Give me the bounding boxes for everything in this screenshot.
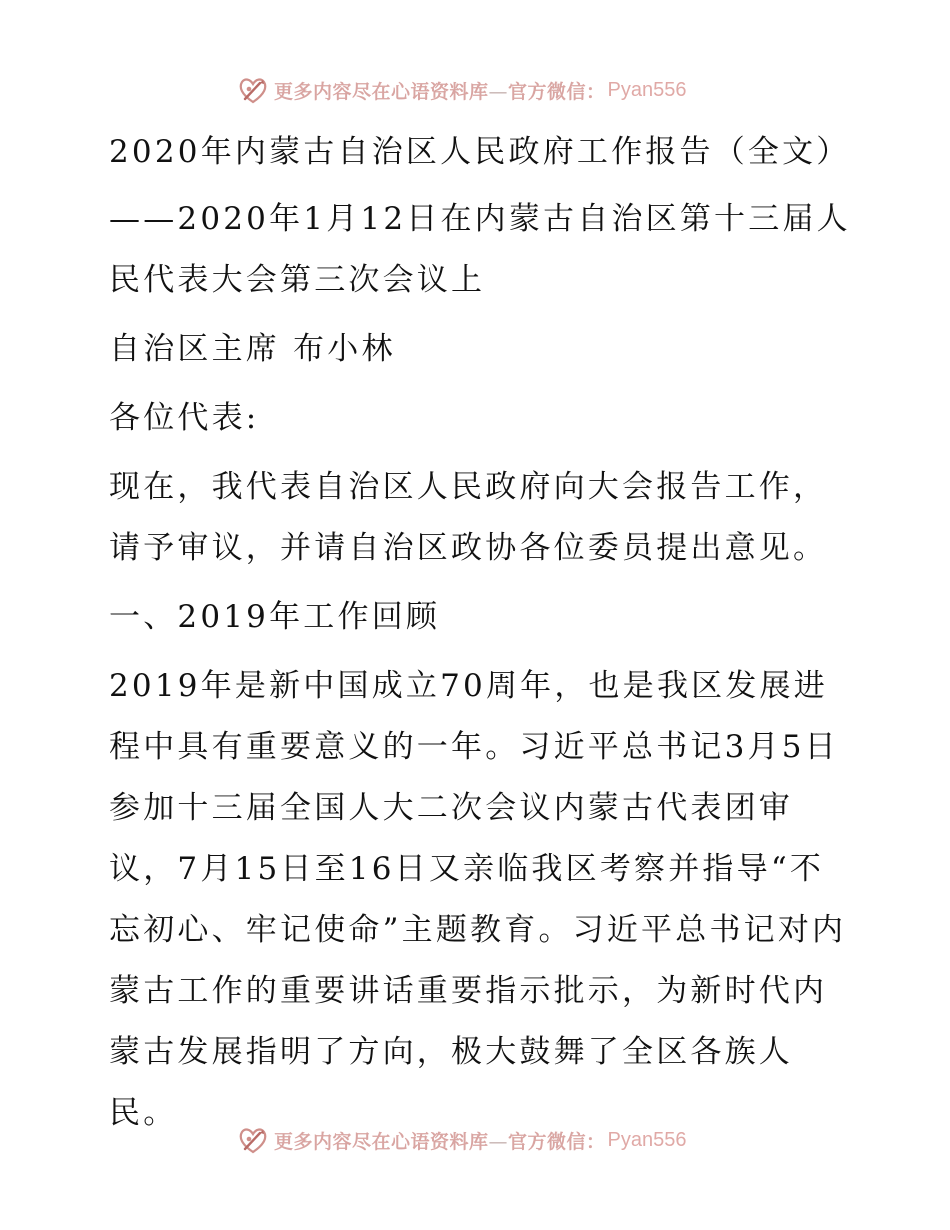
watermark-handle: Pyan556 (607, 1128, 687, 1151)
paragraph-review: 2019年是新中国成立70周年，也是我区发展进程中具有重要意义的一年。习近平总书记3月5日参加十三届全国人大二次会议内蒙古代表团审议，7月15日至16日又亲临我区考察并指导“不忘初心、牢记使命”主题教育。习近平总书记对内蒙古工作的重要讲话重要指示批示，为新时代内蒙古发展指明了方向，极大鼓舞了全区各族人民。 (109, 668, 847, 1131)
document-author: 自治区主席 布小林 (109, 331, 396, 367)
heart-pen-logo-icon (236, 1123, 270, 1157)
footer-watermark (236, 1122, 687, 1158)
document-title: 2020年内蒙古自治区人民政府工作报告（全文） (109, 134, 851, 170)
header-watermark (236, 72, 687, 108)
section-heading: 一、2019年工作回顾 (109, 599, 441, 635)
document-subtitle: ——2020年1月12日在内蒙古自治区第十三届人民代表大会第三次会议上 (109, 201, 851, 298)
watermark-text: 更多内容尽在心语资料库—官方微信： (274, 80, 606, 103)
salutation: 各位代表: (109, 400, 260, 436)
document-body (97, 122, 857, 1144)
watermark-handle: Pyan556 (607, 78, 687, 101)
paragraph-intro: 现在，我代表自治区人民政府向大会报告工作，请予审议，并请自治区政协各位委员提出意见。 (109, 469, 828, 566)
watermark-text: 更多内容尽在心语资料库—官方微信： (274, 1130, 606, 1153)
heart-pen-logo-icon (236, 73, 270, 107)
